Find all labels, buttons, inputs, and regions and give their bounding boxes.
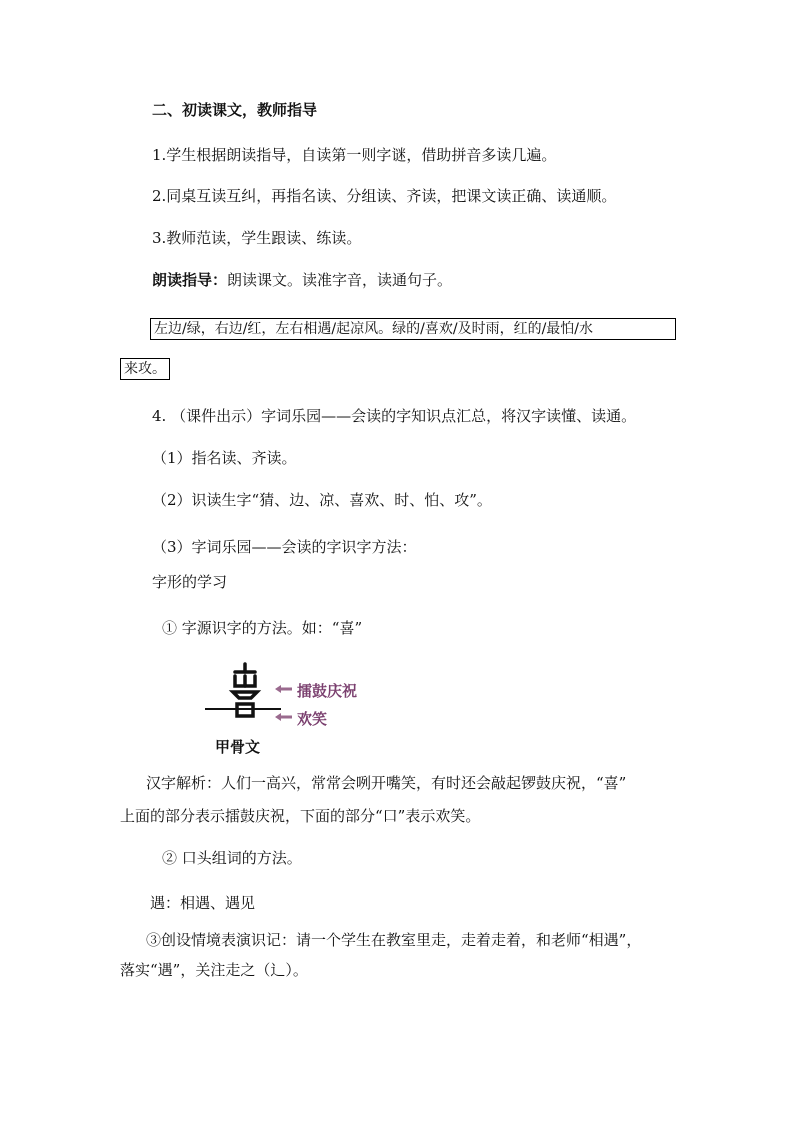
- riddle-box-line-1: 左边/绿，右边/红，左右相遇/起凉风。绿的/喜欢/及时雨，红的/最怕/水: [150, 318, 676, 340]
- method-1: ① 字源识字的方法。如：“喜”: [162, 619, 363, 637]
- method-2: ② 口头组词的方法。: [162, 849, 302, 867]
- reading-guide-label: 朗读指导：: [152, 271, 228, 289]
- arrow-left-icon: [275, 712, 293, 722]
- oracle-bone-xi-glyph-icon: [227, 662, 263, 726]
- step-2: 2.同桌互读互纠，再指名读、分组读、齐读，把课文读正确、读通顺。: [152, 187, 617, 205]
- yu-words: 遇：相遇、遇见: [150, 894, 256, 912]
- method-3-line-2: 落实“遇”，关注走之（辶）。: [120, 961, 308, 979]
- figure-label-bottom: 欢笑: [297, 710, 328, 728]
- step-1: 1.学生根据朗读指导，自读第一则字谜，借助拼音多读几遍。: [152, 146, 557, 164]
- shape-study: 字形的学习: [152, 573, 228, 591]
- section-title: 二、初读课文，教师指导: [152, 101, 318, 119]
- sub-item-2: （2）识读生字“猜、边、凉、喜欢、时、怕、攻”。: [152, 491, 492, 509]
- riddle-box-line-2: 来攻。: [120, 358, 170, 380]
- sub-item-3: （3）字词乐园——会读的字识字方法：: [152, 538, 417, 556]
- item-4: 4. （课件出示）字词乐园——会读的字知识点汇总，将汉字读懂、读通。: [152, 407, 637, 425]
- sub-item-1: （1）指名读、齐读。: [152, 449, 297, 467]
- method-3-line-1: ③创设情境表演识记：请一个学生在教室里走，走着走着，和老师“相遇”，: [146, 931, 642, 949]
- figure-label-top: 擂鼓庆祝: [297, 682, 358, 700]
- arrow-left-icon: [275, 684, 293, 694]
- reading-guide-text: 朗读课文。读准字音，读通句子。: [227, 271, 453, 289]
- figure-divider: [205, 708, 281, 710]
- analysis-line-1: 汉字解析：人们一高兴，常常会咧开嘴笑，有时还会敲起锣鼓庆祝，“喜”: [146, 774, 627, 792]
- step-3: 3.教师范读，学生跟读、练读。: [152, 229, 362, 247]
- reading-guide: [152, 270, 452, 290]
- figure-caption: 甲骨文: [215, 738, 261, 756]
- oracle-bone-figure: [205, 662, 405, 762]
- analysis-line-2: 上面的部分表示擂鼓庆祝，下面的部分“口”表示欢笑。: [120, 807, 481, 825]
